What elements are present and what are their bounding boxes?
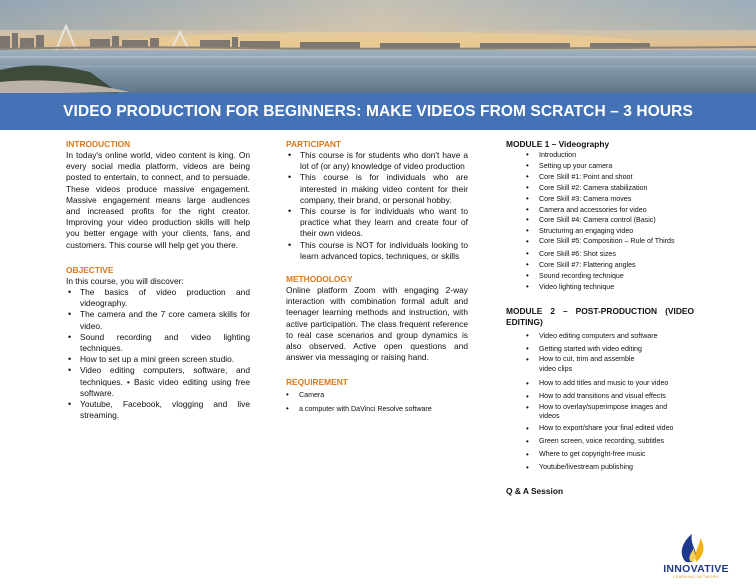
- hero-skyline-photo: [0, 0, 756, 94]
- requirement-list: [266, 388, 468, 416]
- introduction-text: In today's online world, video content is king. On every social media platform, videos are being posted to entertain, to connect, and to persuade. These videos produce massive engagement. Massive engagement means large audiences and increased profits for the right creator. Improving your video production skills will help you better engage with your clients, fans, and customers. This course will help get you there.: [66, 150, 250, 250]
- module1-list: [506, 150, 694, 292]
- list-item: • a computer with DaVinci Resolve software: [266, 402, 468, 416]
- participant-list: [286, 150, 468, 262]
- list-item: • Camera: [266, 388, 468, 402]
- list-item: • This course is NOT for individuals looking to learn advanced topics, techniques, or skills: [286, 240, 468, 262]
- title-banner: [0, 93, 756, 130]
- list-item: • Core Skill #1: Point and shoot: [506, 172, 694, 183]
- objective-heading: OBJECTIVE: [66, 264, 114, 275]
- column-middle: [286, 139, 468, 416]
- list-item: • Core Skill #6: Shot sizes: [506, 249, 694, 260]
- logo-flame-icon: [656, 530, 736, 564]
- list-item: • This course is for individuals who are interested in making video content for their company, their brand, or personal hobby.: [286, 172, 468, 206]
- methodology-text: Online platform Zoom with engaging 2-way interaction with combination formal adult and teenager learning methods and instruction, with active participation. The class frequent reference to real case scenarios and group dynamics is also observed. Active open questions and answer via messaging or raising hand.: [286, 285, 468, 363]
- skyline-illustration: [0, 0, 756, 94]
- list-item: • Getting started with video editing: [506, 343, 694, 356]
- list-item: • Core Skill #7: Flattering angles: [506, 260, 694, 271]
- objective-intro: In this course, you will discover:: [66, 275, 184, 286]
- list-item: • Core Skill #5: Composition – Rule of Thirds: [506, 237, 694, 247]
- column-left: [66, 139, 250, 421]
- list-item: • Structuring an engaging video: [506, 226, 694, 237]
- innovative-logo: [656, 530, 736, 582]
- methodology-heading: METHODOLOGY: [286, 274, 353, 285]
- qa-session-label: Q & A Session: [506, 486, 564, 497]
- module2-list: [506, 330, 694, 474]
- logo-wordmark: INNOVATIVE: [663, 563, 729, 575]
- list-item: • Sound recording and video lighting techniques.: [66, 332, 250, 354]
- list-item: • Sound recording technique: [506, 271, 694, 282]
- list-item: • Introduction: [506, 150, 694, 161]
- requirement-heading: REQUIREMENT: [286, 377, 348, 388]
- list-item: • Video editing computers, software, and techniques. • Basic video editing using free software.: [66, 365, 250, 399]
- module2-heading: MODULE 2 – POST-PRODUCTION (VIDEO EDITING): [506, 306, 694, 328]
- list-item: • The camera and the 7 core camera skills for video.: [66, 309, 250, 331]
- list-item: • Video editing computers and software: [506, 330, 694, 343]
- list-item: • How to export/share your final edited video: [506, 424, 694, 434]
- list-item: • Green screen, voice recording, subtitles: [506, 435, 694, 448]
- list-item: • How to set up a mini green screen studio.: [66, 354, 250, 365]
- list-item: • Video lighting technique: [506, 282, 694, 293]
- list-item: • Youtube/livestream publishing: [506, 461, 694, 474]
- list-item: • How to add transitions and visual effects: [506, 390, 694, 403]
- list-item: • How to overlay/superimpose images and videos: [506, 403, 694, 422]
- list-item: • Core Skill #3: Camera moves: [506, 194, 694, 205]
- participant-heading: PARTICIPANT: [286, 139, 342, 149]
- list-item: • Core Skill #2: Camera stabilization: [506, 183, 694, 194]
- list-item: • Where to get copyright-free music: [506, 448, 694, 461]
- logo-tagline: LEARNING NETWORK: [673, 575, 719, 579]
- list-item: • Core Skill #4: Camera control (Basic): [506, 215, 694, 226]
- column-right: [506, 139, 694, 498]
- list-item: • This course is for students who don't have a lot of (or any) knowledge of video production: [286, 150, 468, 172]
- page-title: VIDEO PRODUCTION FOR BEGINNERS: MAKE VIDEOS FROM SCRATCH – 3 HOURS: [63, 102, 693, 120]
- list-item: • How to cut, trim and assemble video clips: [506, 355, 694, 374]
- list-item: • The basics of video production and videography.: [66, 287, 250, 309]
- list-item: • Camera and accessories for video: [506, 205, 694, 216]
- list-item: • Youtube, Facebook, vlogging and live streaming.: [66, 399, 250, 421]
- list-item: • Setting up your camera: [506, 161, 694, 172]
- module1-heading: MODULE 1 – Videography: [506, 139, 610, 149]
- list-item: • This course is for individuals who want to practice what they learn and create four of their own videos.: [286, 206, 468, 240]
- introduction-heading: INTRODUCTION: [66, 139, 131, 149]
- list-item: • How to add titles and music to your video: [506, 377, 694, 390]
- objective-list: [66, 287, 250, 421]
